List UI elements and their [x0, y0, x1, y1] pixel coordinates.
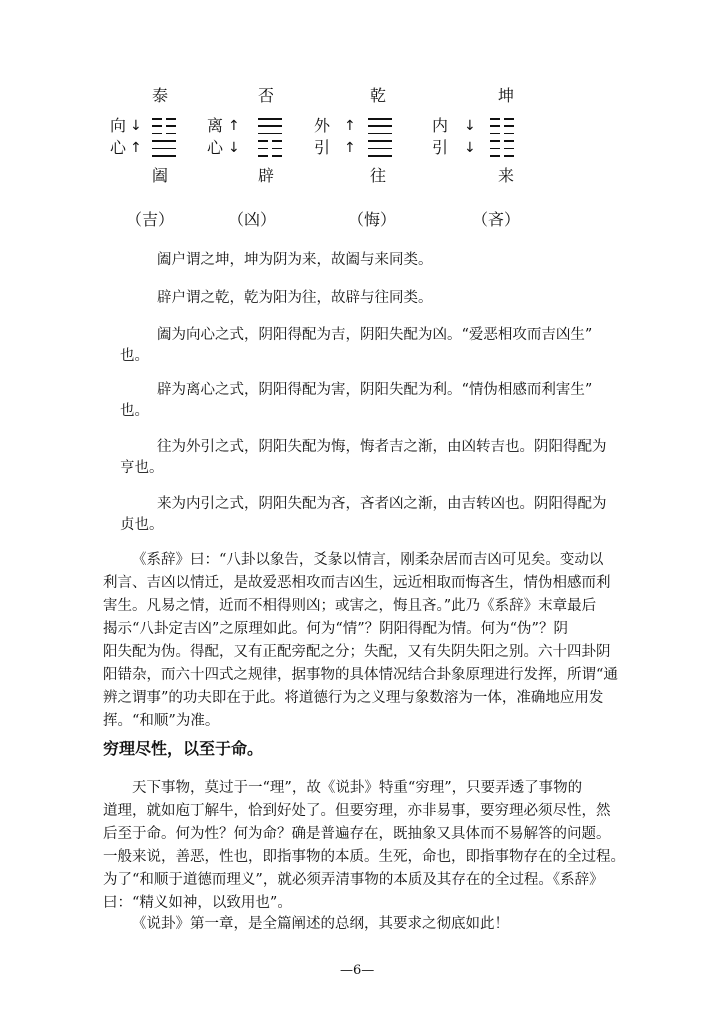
- hexagram-name: 泰: [152, 86, 169, 105]
- yin-line: [490, 148, 514, 150]
- yang-line: [152, 140, 176, 142]
- yang-line: [258, 118, 282, 120]
- hexagram-left-top: 向: [110, 116, 127, 135]
- yin-line: [152, 133, 176, 135]
- paragraph-line: 曰：“精义如神，以致用也”。: [103, 895, 292, 911]
- yin-line: [258, 148, 282, 150]
- yin-line: [258, 155, 282, 157]
- yang-line: [368, 133, 392, 135]
- arrow-bottom: ↑: [130, 140, 142, 156]
- paragraph-line: 辨之谓事”的功夫即在于此。将道德行为之义理与象数溶为一体，准确地应用发: [103, 690, 604, 706]
- paragraph-closing: 《说卦》第一章，是全篇阐述的总纲，其要求之彻底如此！: [132, 916, 509, 932]
- yang-line: [368, 148, 392, 150]
- arrow-top: ↑: [344, 118, 356, 134]
- paragraph-line: 贞也。: [120, 517, 164, 533]
- yang-line: [368, 140, 392, 142]
- yin-line: [152, 118, 176, 120]
- yin-line: [490, 155, 514, 157]
- paragraph-line: 后至于命。何为性？何为命？确是普遍存在，既抽象又具体而不易解答的问题。: [103, 826, 611, 842]
- arrow-bottom: ↑: [344, 140, 356, 156]
- hexagram-result: （吉）: [126, 210, 175, 229]
- paragraph-line: 也。: [120, 348, 149, 364]
- hexagram-lines: [368, 116, 392, 160]
- hexagram-lines: [490, 116, 514, 160]
- paragraph-line: 《系辞》曰：“八卦以象告，爻彖以情言，刚柔杂居而吉凶可见矣。变动以: [132, 552, 604, 568]
- page-number: —6—: [340, 963, 375, 978]
- hexagram-name: 乾: [370, 86, 387, 105]
- arrow-top: ↓: [130, 118, 142, 134]
- paragraph-line: 阳失配为伪。得配，又有正配旁配之分；失配，又有失阴失阳之别。六十四卦阴: [103, 644, 611, 660]
- hexagram-left-top: 离: [207, 116, 224, 135]
- hexagram-result: （吝）: [472, 210, 521, 229]
- paragraph-line: 辟为离心之式，阴阳得配为害，阴阳失配为利。“情伪相感而利害生”: [157, 382, 593, 398]
- paragraph-line: 天下事物，莫过于一“理”，故《说卦》特重“穷理”，只要弄透了事物的: [132, 780, 583, 796]
- yang-line: [152, 148, 176, 150]
- yin-line: [490, 133, 514, 135]
- paragraph-line: 揭示“八卦定吉凶”之原理如此。何为“情”？阴阳得配为情。何为“伪”？阴: [103, 621, 568, 637]
- paragraph-line: 一般来说，善恶，性也，即指事物的本质。生死，命也，即指事物存在的全过程。: [103, 849, 625, 865]
- yin-line: [490, 140, 514, 142]
- paragraph-he: 阖户谓之坤，坤为阴为来，故阖与来同类。: [157, 252, 433, 268]
- paragraph-line: 挥。“和顺”为准。: [103, 713, 220, 729]
- section-heading: 穷理尽性，以至于命。: [103, 739, 264, 758]
- paragraph-line: 往为外引之式，阴阳失配为悔，悔者吉之渐，由凶转吉也。阴阳得配为: [157, 439, 607, 455]
- hexagram-name: 坤: [498, 86, 515, 105]
- hexagram-left-top: 内: [432, 116, 449, 135]
- yang-line: [368, 125, 392, 127]
- hexagram-left-bottom: 引: [432, 138, 449, 157]
- paragraph-line: 阖为向心之式，阴阳得配为吉，阴阳失配为凶。“爱恶相攻而吉凶生”: [157, 327, 593, 343]
- hexagram-bottom-label: 阖: [152, 166, 169, 185]
- hexagram-result: （凶）: [228, 210, 277, 229]
- arrow-top: ↓: [464, 118, 476, 134]
- yang-line: [152, 155, 176, 157]
- hexagram-left-bottom: 心: [207, 138, 224, 157]
- paragraph-line: 来为内引之式，阴阳失配为吝，吝者凶之渐，由吉转凶也。阴阳得配为: [157, 496, 607, 512]
- arrow-bottom: ↓: [228, 140, 240, 156]
- hexagram-name: 否: [258, 86, 275, 105]
- hexagram-left-bottom: 引: [314, 138, 331, 157]
- yin-line: [258, 140, 282, 142]
- hexagram-bottom-label: 来: [498, 166, 515, 185]
- arrow-bottom: ↓: [464, 140, 476, 156]
- yin-line: [490, 118, 514, 120]
- arrow-top: ↑: [228, 118, 240, 134]
- hexagram-lines: [258, 116, 282, 160]
- paragraph-line: 道理，就如庖丁解牛，恰到好处了。但要穷理，亦非易事，要穷理必须尽性，然: [103, 803, 611, 819]
- hexagram-diagram: [90, 78, 650, 238]
- hexagram-left-top: 外: [314, 116, 331, 135]
- yang-line: [258, 125, 282, 127]
- hexagram-result: （悔）: [348, 210, 397, 229]
- paragraph-line: 也。: [120, 403, 149, 419]
- yang-line: [368, 155, 392, 157]
- paragraph-line: 利言、吉凶以情迁，是故爱恶相攻而吉凶生，远近相取而悔吝生，情伪相感而利: [103, 575, 611, 591]
- paragraph-line: 害生。凡易之情，近而不相得则凶；或害之，悔且吝。”此乃《系辞》末章最后: [103, 598, 597, 614]
- hexagram-lines: [152, 116, 176, 160]
- yang-line: [258, 133, 282, 135]
- paragraph-pi: 辟户谓之乾，乾为阳为往，故辟与往同类。: [157, 290, 433, 306]
- paragraph-line: 阳错杂，而六十四式之规律，据事物的具体情况结合卦象原理进行发挥，所谓“通: [103, 667, 618, 683]
- yin-line: [152, 125, 176, 127]
- hexagram-bottom-label: 往: [370, 166, 387, 185]
- paragraph-line: 亨也。: [120, 460, 164, 476]
- hexagram-left-bottom: 心: [110, 138, 127, 157]
- yang-line: [368, 118, 392, 120]
- paragraph-line: 为了“和顺于道德而理义”，就必须弄清事物的本质及其存在的全过程。《系辞》: [103, 872, 604, 888]
- yin-line: [490, 125, 514, 127]
- hexagram-bottom-label: 辟: [258, 166, 275, 185]
